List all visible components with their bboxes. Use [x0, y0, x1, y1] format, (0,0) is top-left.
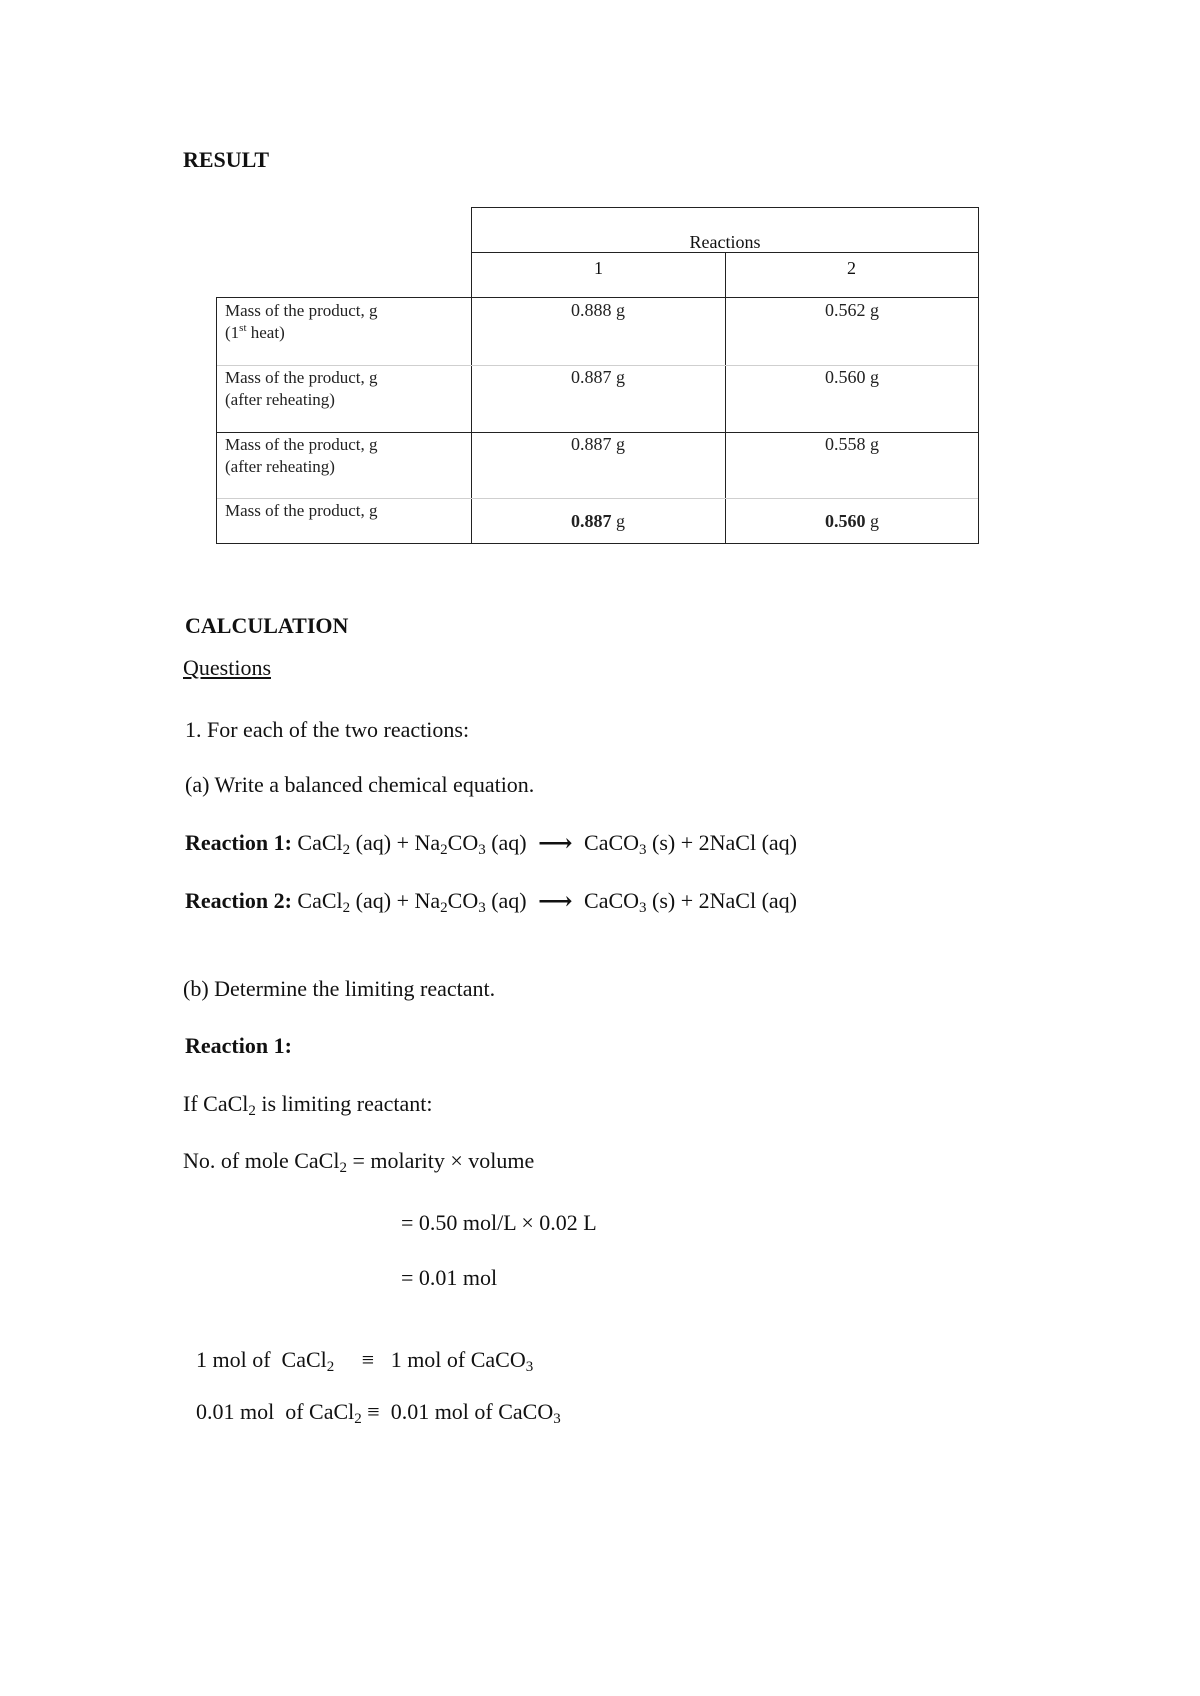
- question-1b: (b) Determine the limiting reactant.: [183, 976, 496, 1001]
- table-row-label: Mass of the product, g (after reheating): [225, 435, 378, 476]
- table-cell: 0.887 g: [571, 434, 625, 454]
- moles-formula: No. of mole CaCl$_2$ = molarity × volume: [183, 1148, 535, 1176]
- table-cell: 0.888 g: [571, 300, 625, 320]
- result-heading: RESULT: [183, 147, 270, 172]
- questions-label: Questions: [183, 655, 271, 680]
- moles-step-2: = 0.01 mol: [401, 1265, 498, 1290]
- table-header: [471, 207, 979, 297]
- reaction-arrow-icon: ⟶: [538, 889, 573, 915]
- reaction-1-equation: Reaction 1: CaCl$_2$ $(aq) + Na_2CO_3$ (aq) ⟶ CaCO$_3$ (s) + 2NaCl (aq): [185, 830, 798, 858]
- column-2-header: 2: [847, 258, 856, 278]
- reactions-header: Reactions: [689, 232, 761, 252]
- mole-ratio-1: 1 mol of CaCl$_2$ ≡ 1 mol of CaCO$_3$: [196, 1347, 534, 1375]
- table-row-label: Mass of the product, g: [225, 501, 378, 520]
- table-cell: 0.887 g: [571, 511, 625, 531]
- table-row-label: Mass of the product, g (after reheating): [225, 368, 378, 409]
- reaction-1-subheading: Reaction 1:: [185, 1033, 292, 1058]
- table-cell: 0.562 g: [825, 300, 879, 320]
- moles-step-1: = 0.50 mol/L × 0.02 L: [401, 1210, 597, 1235]
- result-table: [216, 297, 979, 544]
- table-cell: 0.560 g: [825, 511, 879, 531]
- mole-ratio-2: 0.01 mol of CaCl$_2$ ≡ 0.01 mol of CaCO$_3$: [196, 1399, 561, 1427]
- reaction-arrow-icon: ⟶: [538, 831, 573, 857]
- reaction-2-equation: Reaction 2: CaCl$_2$ $(aq) + Na_2CO_3$ (aq) ⟶ CaCO$_3$ (s) + 2NaCl (aq): [185, 888, 798, 916]
- column-1-header: 1: [594, 258, 603, 278]
- question-1: 1. For each of the two reactions:: [185, 717, 470, 742]
- table-cell: 0.887 g: [571, 367, 625, 387]
- limiting-assumption: If CaCl$_2$ is limiting reactant:: [183, 1091, 433, 1119]
- table-cell: 0.560 g: [825, 367, 879, 387]
- question-1a: (a) Write a balanced chemical equation.: [185, 772, 535, 797]
- table-row-label: Mass of the product, g (1st heat): [225, 301, 378, 342]
- calculation-heading: CALCULATION: [185, 613, 349, 638]
- table-cell: 0.558 g: [825, 434, 879, 454]
